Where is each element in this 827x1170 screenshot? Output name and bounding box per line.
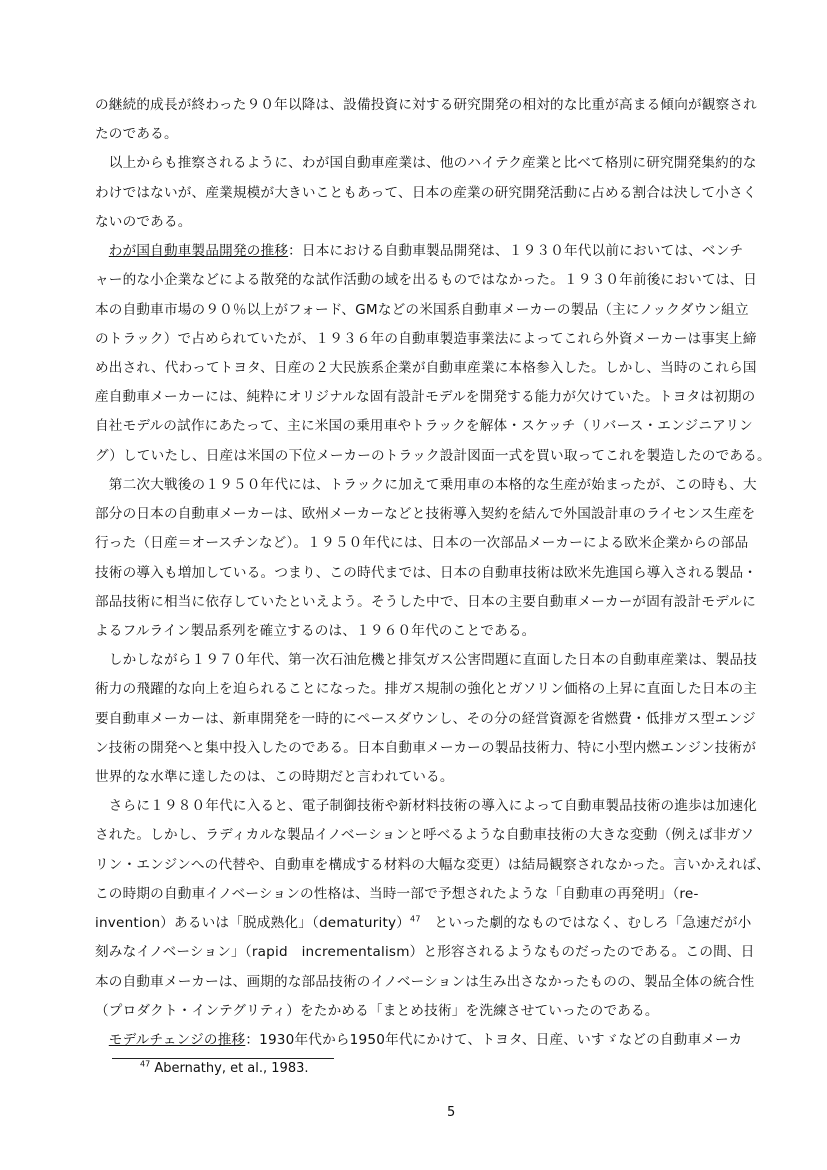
page-number: 5 [447, 1105, 456, 1120]
body-line: ン技術の開発へと集中投入したのである。日本自動車メーカーの製品技術力、特に小型内燃エンジン技術が [95, 740, 757, 756]
body-line: invention）あるいは「脱成熟化」（dematurity）$^{47}$ といった劇的なものではなく、むしろ「急速だが小 [95, 914, 752, 931]
body-line: 第二次大戦後の１９５０年代には、トラックに加えて乗用車の本格的な生産が始まったが、この時も、大 [95, 477, 757, 493]
body-line: 部品技術に相当に依存していたといえよう。そうした中で、日本の主要自動車メーカーが固有設計モデルに [95, 594, 756, 610]
section-heading: モデルチェンジの推移 [108, 1032, 246, 1048]
body-line: わけではないが、産業規模が大きいこともあって、日本の産業の研究開発活動に占める割合は決して小さく [95, 185, 757, 201]
body-line: された。しかし、ラディカルな製品イノベーションと呼べるような自動車技術の大きな変動（例えば非ガソ [95, 827, 755, 843]
body-line: この時期の自動車イノベーションの性格は、当時一部で予想されたような「自動車の再発明」（re- [95, 886, 699, 902]
body-line: め出され、代わってトヨタ、日産の２大民族系企業が自動車産業に本格参入した。しかし、当時のこれら国 [95, 360, 757, 376]
body-line: 技術の導入も増加している。つまり、この時代までは、日本の自動車技術は欧米先進国ら導入される製品・ [95, 565, 758, 581]
body-line: 産自動車メーカーには、純粋にオリジナルな固有設計モデルを開発する能力が欠けていた。トヨタは初期の [95, 389, 756, 405]
body-line: 部分の日本の自動車メーカーは、欧州メーカーなどと技術導入契約を結んで外国設計車のライセンス生産を [95, 506, 756, 522]
body-line: ないのである。 [95, 214, 192, 230]
body-line: 行った（日産＝オースチンなど）。１９５０年代には、日本の一次部品メーカーによる欧米企業からの部品 [95, 535, 749, 551]
body-line: 自社モデルの試作にあたって、主に米国の乗用車やトラックを解体・スケッチ（リバース・エンジニアリン [95, 418, 753, 434]
body-line: 本の自動車市場の９０％以上がフォード、GMなどの米国系自動車メーカーの製品（主にノックダウン組立 [95, 302, 749, 318]
body-line: 要自動車メーカーは、新車開発を一時的にペースダウンし、その分の経営資源を省燃費・低排ガス型エンジ [95, 711, 756, 727]
body-line: しかしながら１９７０年代、第一次石油危機と排気ガス公害問題に直面した日本の自動車産業は、製品技 [95, 652, 758, 668]
body-line: の継続的成長が終わった９０年以降は、設備投資に対する研究開発の相対的な比重が高まる傾向が観察され [95, 97, 757, 113]
body-line: 術力の飛躍的な向上を迫られることになった。排ガス規制の強化とガソリン価格の上昇に直面した日本の主 [95, 681, 758, 697]
section-heading-line: モデルチェンジの推移：1930年代から1950年代にかけて、トヨタ、日産、いすゞなどの自動車メーカ [108, 1032, 743, 1048]
body-line: さらに１９８０年代に入ると、電子制御技術や新材料技術の導入によって自動車製品技術の進歩は加速化 [95, 798, 758, 814]
body-line: ャー的な小企業などによる散発的な試作活動の域を出るものではなかった。１９３０年前後においては、日 [95, 272, 758, 288]
body-line: 以上からも推察されるように、わが国自動車産業は、他のハイテク産業と比べて格別に研究開発集約的な [95, 155, 757, 171]
body-line: 世界的な水準に達したのは、この時期だと言われている。 [95, 769, 454, 785]
body-line: （プロダクト・インテグリティ）をたかめる「まとめ技術」を洗練させていったのである。 [95, 1003, 659, 1019]
footnote-marker: 47 [140, 1059, 151, 1069]
footnote-reference: 47 [410, 914, 421, 924]
body-line: たのである。 [95, 126, 178, 142]
body-line: 刻みなイノベーション」（rapid incrementalism）と形容されるようなものだったのである。この間、日 [95, 944, 755, 960]
section-heading: わが国自動車製品開発の推移 [108, 243, 289, 259]
body-line: リン・エンジンへの代替や、自動車を構成する材料の大幅な変更）は結局観察されなかった。言いかえれば、 [95, 857, 770, 873]
body-line: 本の自動車メーカーは、画期的な部品技術のイノベーションは生み出さなかったものの、製品全体の統合性 [95, 974, 755, 990]
footnote: $^{47}$ Abernathy, et al., 1983. [140, 1059, 309, 1076]
section-heading-line: わが国自動車製品開発の推移：日本における自動車製品開発は、１９３０年代以前においては、ベンチ [108, 243, 744, 259]
body-line: よるフルライン製品系列を確立するのは、１９６０年代のことである。 [95, 623, 536, 639]
body-line: のトラック）で占められていたが、１９３６年の自動車製造事業法によってこれら外資メーカーは事実上締 [95, 331, 757, 347]
body-line: グ）していたし、日産は米国の下位メーカーのトラック設計図面一式を買い取ってこれを製造したのである。 [95, 448, 771, 464]
